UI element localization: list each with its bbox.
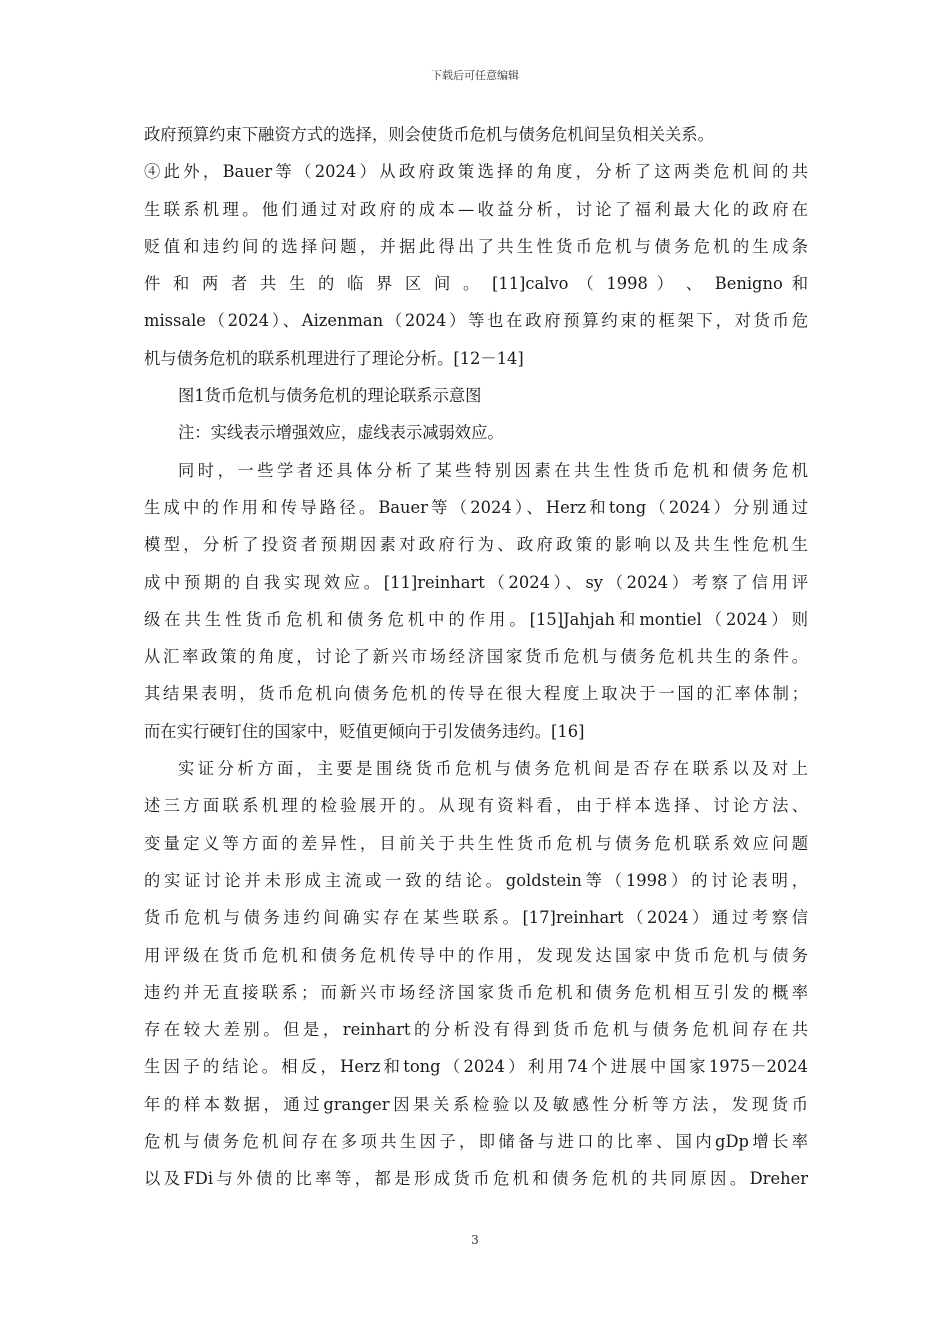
text-line: 生联系机理。他们通过对政府的成本—收益分析，讨论了福利最大化的政府在 xyxy=(144,199,808,219)
text-line: 其结果表明，货币危机向债务危机的传导在很大程度上取决于一国的汇率体制； xyxy=(144,684,808,704)
text-line: 生因子的结论。相反，Herz和tong（2024）利用74个进展中国家1975－2024 xyxy=(144,1057,808,1077)
text-line: 生成中的作用和传导路径。Bauer等（2024）、Herz和tong（2024）分别通过 xyxy=(144,497,808,517)
text-line: 年的样本数据，通过granger因果关系检验以及敏感性分析等方法，发现货币 xyxy=(144,1094,808,1114)
text-line: 实证分析方面，主要是围绕货币危机与债务危机间是否存在联系以及对上 xyxy=(178,759,808,779)
text-line: 件 和 两 者 共 生 的 临 界 区 间 。 [11]calvo （ 1998 ） 、 Benigno 和 xyxy=(144,274,808,294)
text-line: 货币危机与债务违约间确实存在某些联系。[17]reinhart（2024）通过考察信 xyxy=(144,908,808,928)
text-line: 同时，一些学者还具体分析了某些特别因素在共生性货币危机和债务危机 xyxy=(178,460,808,480)
text-line: 而在实行硬钉住的国家中，贬值更倾向于引发债务违约。[16] xyxy=(144,721,585,741)
text-line: ④此外，Bauer等（2024）从政府政策选择的角度，分析了这两类危机间的共 xyxy=(144,162,808,182)
text-line: 图1货币危机与债务危机的理论联系示意图 xyxy=(178,386,482,406)
text-line: missale（2024）、Aizenman（2024）等也在政府预算约束的框架下，对货币危 xyxy=(144,311,808,331)
text-line: 以及FDi与外债的比率等，都是形成货币危机和债务危机的共同原因。Dreher xyxy=(144,1169,808,1189)
page-header: 下载后可任意编辑 xyxy=(431,69,519,82)
text-line: 注：实线表示增强效应，虚线表示减弱效应。 xyxy=(178,423,504,443)
text-line: 变量定义等方面的差异性，目前关于共生性货币危机与债务危机联系效应问题 xyxy=(144,833,808,853)
text-line: 成中预期的自我实现效应。[11]reinhart（2024）、sy（2024）考察了信用评 xyxy=(144,572,808,592)
text-line: 政府预算约束下融资方式的选择，则会使货币危机与债务危机间呈负相关关系。 xyxy=(144,125,714,144)
text-line: 机与债务危机的联系机理进行了理论分析。[12－14] xyxy=(144,348,524,368)
text-line: 存在较大差别。但是，reinhart的分析没有得到货币危机与债务危机间存在共 xyxy=(144,1020,808,1040)
page-number: 3 xyxy=(471,1233,479,1247)
text-line: 违约并无直接联系；而新兴市场经济国家货币危机和债务危机相互引发的概率 xyxy=(144,982,808,1002)
text-line: 述三方面联系机理的检验展开的。从现有资料看，由于样本选择、讨论方法、 xyxy=(144,796,808,816)
body-text xyxy=(144,116,808,1198)
text-line: 级在共生性货币危机和债务危机中的作用。[15]Jahjah和montiel（2024）则 xyxy=(144,609,808,629)
text-line: 危机与债务危机间存在多项共生因子，即储备与进口的比率、国内gDp增长率 xyxy=(144,1132,808,1152)
text-line: 模型，分析了投资者预期因素对政府行为、政府政策的影响以及共生性危机生 xyxy=(144,535,808,555)
text-line: 从汇率政策的角度，讨论了新兴市场经济国家货币危机与债务危机共生的条件。 xyxy=(144,647,808,667)
text-line: 的实证讨论并未形成主流或一致的结论。goldstein等（1998）的讨论表明， xyxy=(144,870,808,890)
text-line: 贬值和违约间的选择问题，并据此得出了共生性货币危机与债务危机的生成条 xyxy=(144,236,808,256)
text-line: 用评级在货币危机和债务危机传导中的作用，发现发达国家中货币危机与债务 xyxy=(144,945,808,965)
